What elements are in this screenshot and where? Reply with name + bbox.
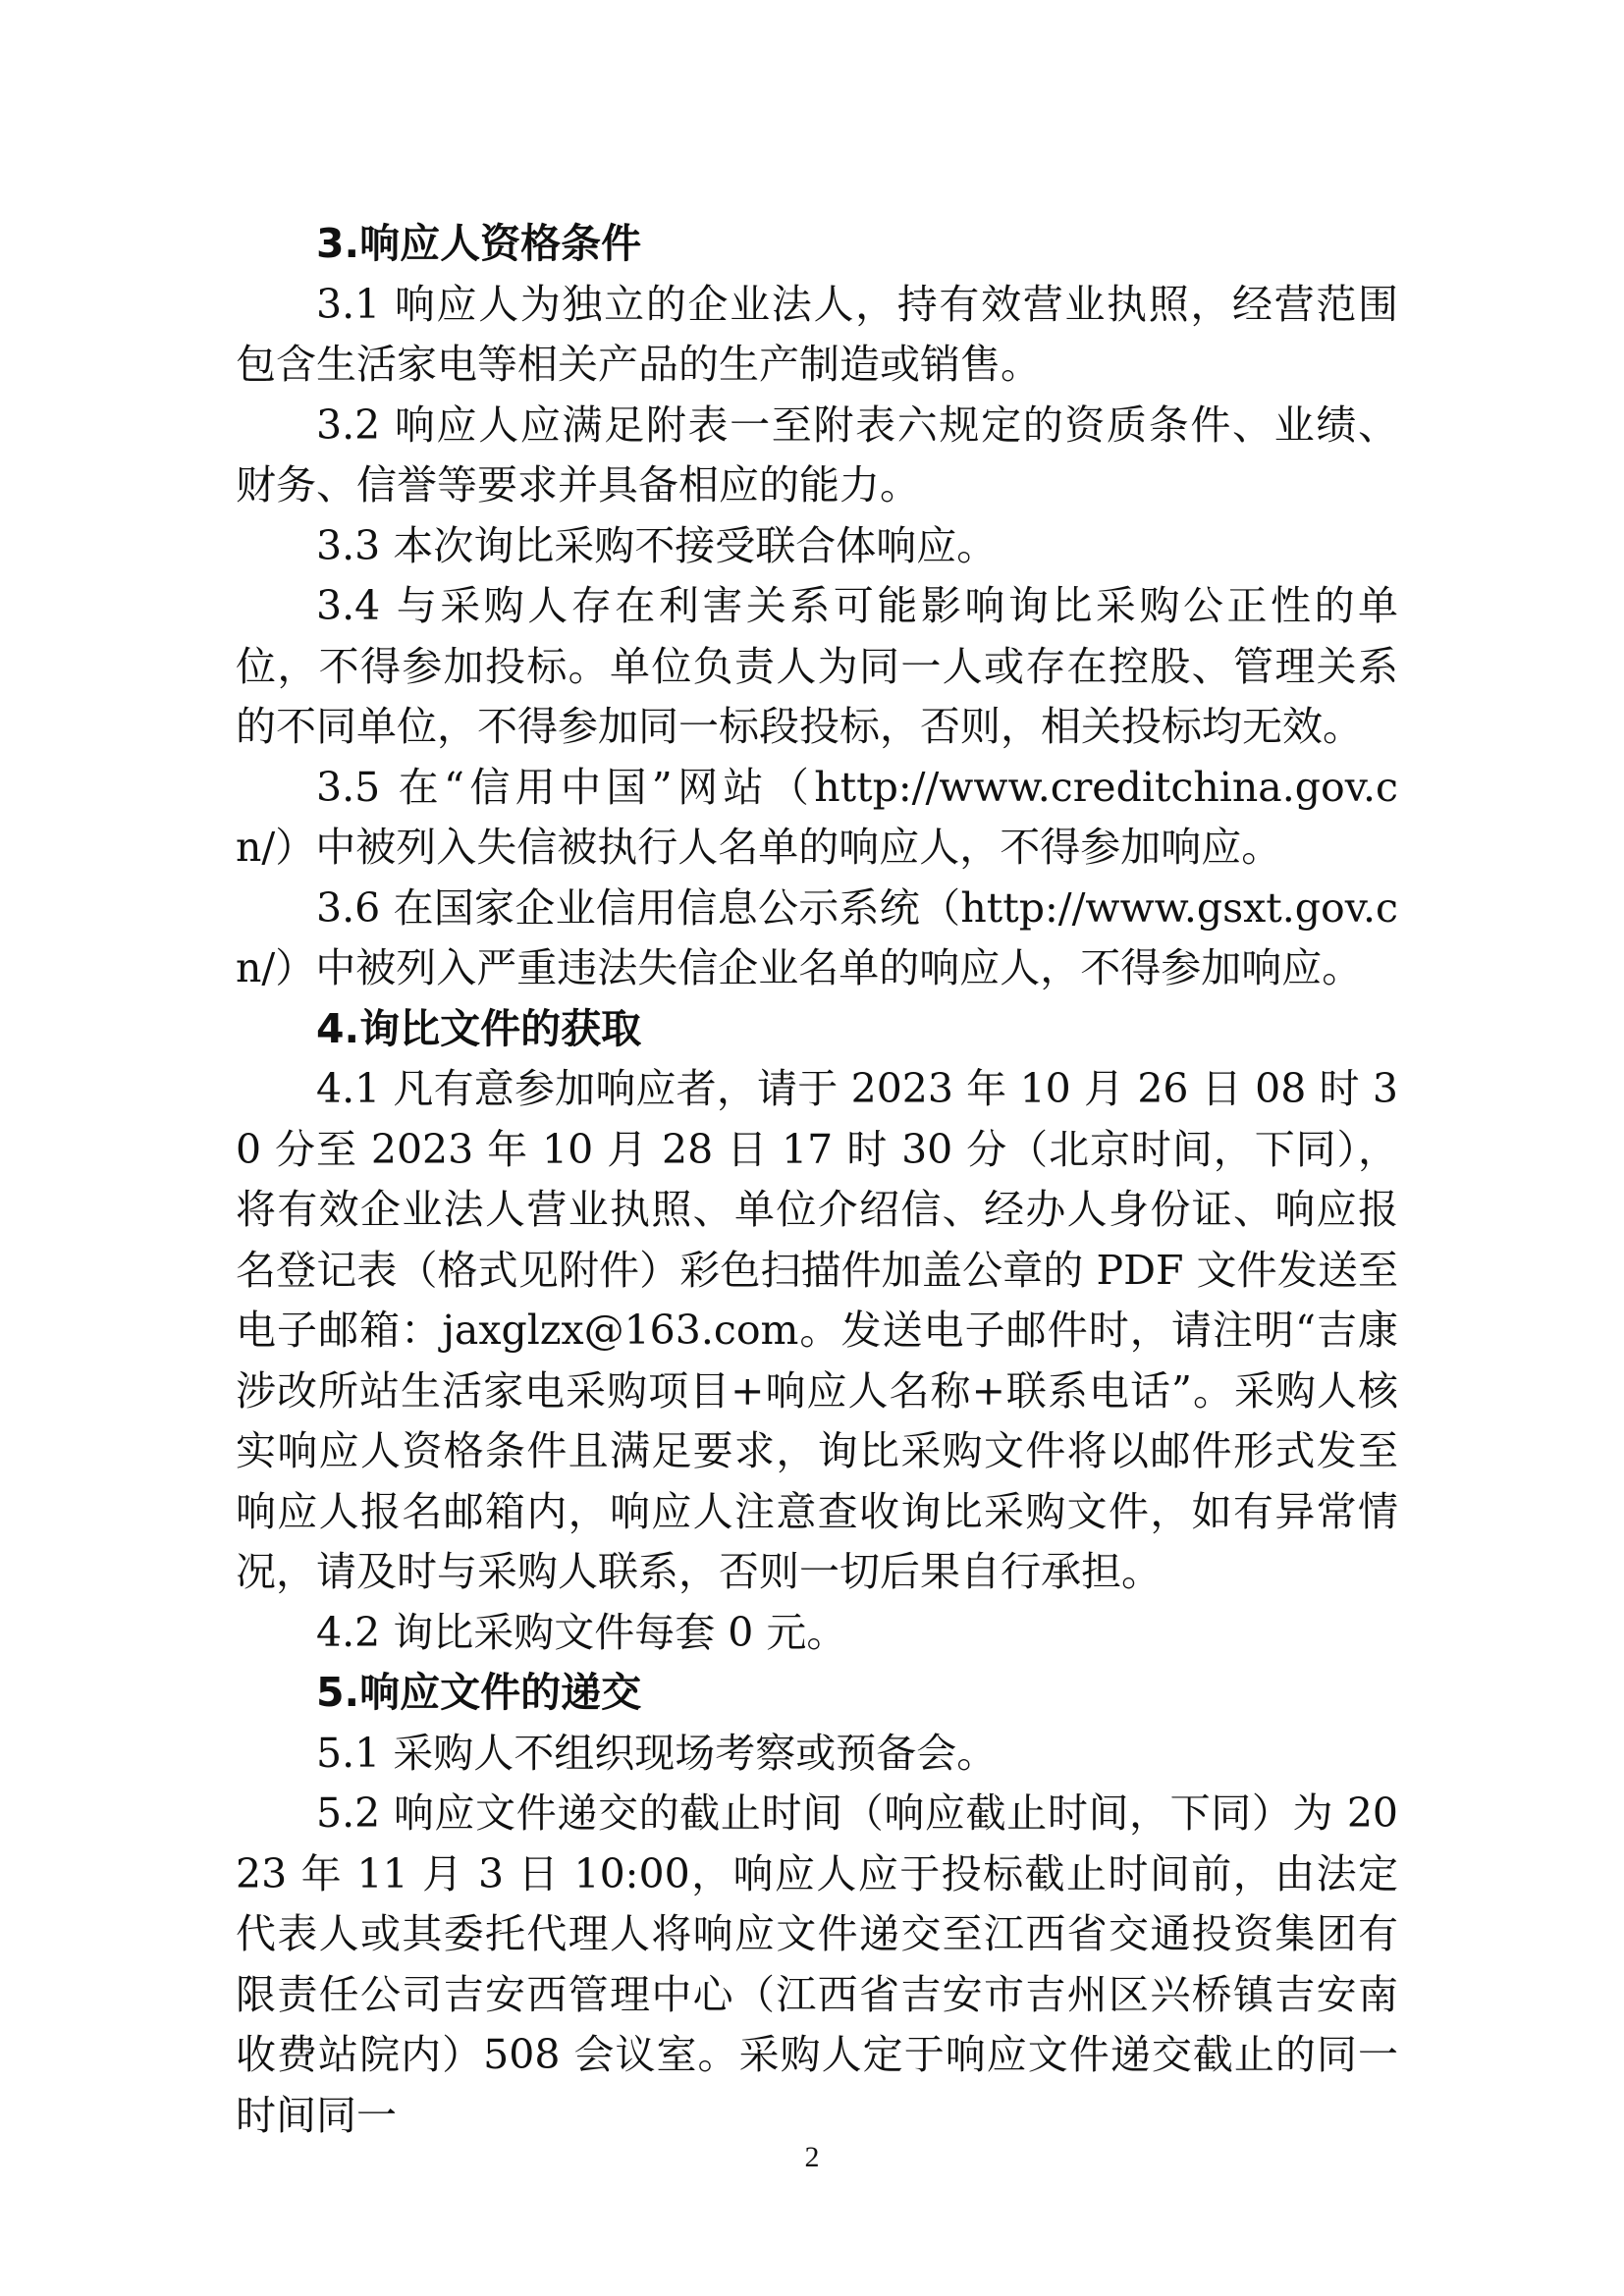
paragraph-3-5: 3.5 在“信用中国”网站（http://www.creditchina.gov.cn/）中被列入失信被执行人名单的响应人，不得参加响应。 [236,763,1398,871]
paragraph-4-1: 4.1 凡有意参加响应者，请于 2023 年 10 月 26 日 08 时 30 分至 2023 年 10 月 28 日 17 时 30 分（北京时间，下同），将有效企业法人营业执照、单位介绍信、经办人身份证、响应报名登记表（格式见附件）彩色扫描件加盖公章的 PDF 文件发送至电子邮箱：jaxglzx@163.com。发送电子邮件时，请注明“吉康涉改所站生活家电采购项目+响应人名称+联系电话”。采购人核实响应人资格条件且满足要求，询比采购文件将以邮件形式发至响应人报名邮箱内，响应人注意查收询比采购文件，如有异常情况，请及时与采购人联系，否则一切后果自行承担。 [236,1065,1398,1595]
paragraph-3-1: 3.1 响应人为独立的企业法人，持有效营业执照，经营范围包含生活家电等相关产品的生产制造或销售。 [236,280,1398,388]
section-heading-3: 3.响应人资格条件 [316,220,642,267]
section-heading-4: 4.询比文件的获取 [316,1004,642,1052]
section-heading-5: 5.响应文件的递交 [316,1669,642,1716]
page-number: 2 [804,2141,820,2173]
paragraph-3-6: 3.6 在国家企业信用信息公示系统（http://www.gsxt.gov.cn/）中被列入严重违法失信企业名单的响应人，不得参加响应。 [236,883,1398,991]
document-body [236,214,1398,2146]
paragraph-5-2: 5.2 响应文件递交的截止时间（响应截止时间，下同）为 2023 年 11 月 3 日 10:00，响应人应于投标截止时间前，由法定代表人或其委托代理人将响应文件递交至江西省交通投资集团有限责任公司吉安西管理中心（江西省吉安市吉州区兴桥镇吉安南收费站院内）508 会议室。采购人定于响应文件递交截止的同一时间同一 [236,1789,1398,2139]
paragraph-4-2: 4.2 询比采购文件每套 0 元。 [316,1608,847,1656]
paragraph-3-3: 3.3 本次询比采购不接受联合体响应。 [316,521,998,569]
paragraph-3-4: 3.4 与采购人存在利害关系可能影响询比采购公正性的单位，不得参加投标。单位负责人为同一人或存在控股、管理关系的不同单位，不得参加同一标段投标，否则，相关投标均无效。 [236,582,1398,750]
paragraph-5-1: 5.1 采购人不组织现场考察或预备会。 [316,1729,998,1777]
paragraph-3-2: 3.2 响应人应满足附表一至附表六规定的资质条件、业绩、财务、信誉等要求并具备相应的能力。 [236,400,1398,508]
